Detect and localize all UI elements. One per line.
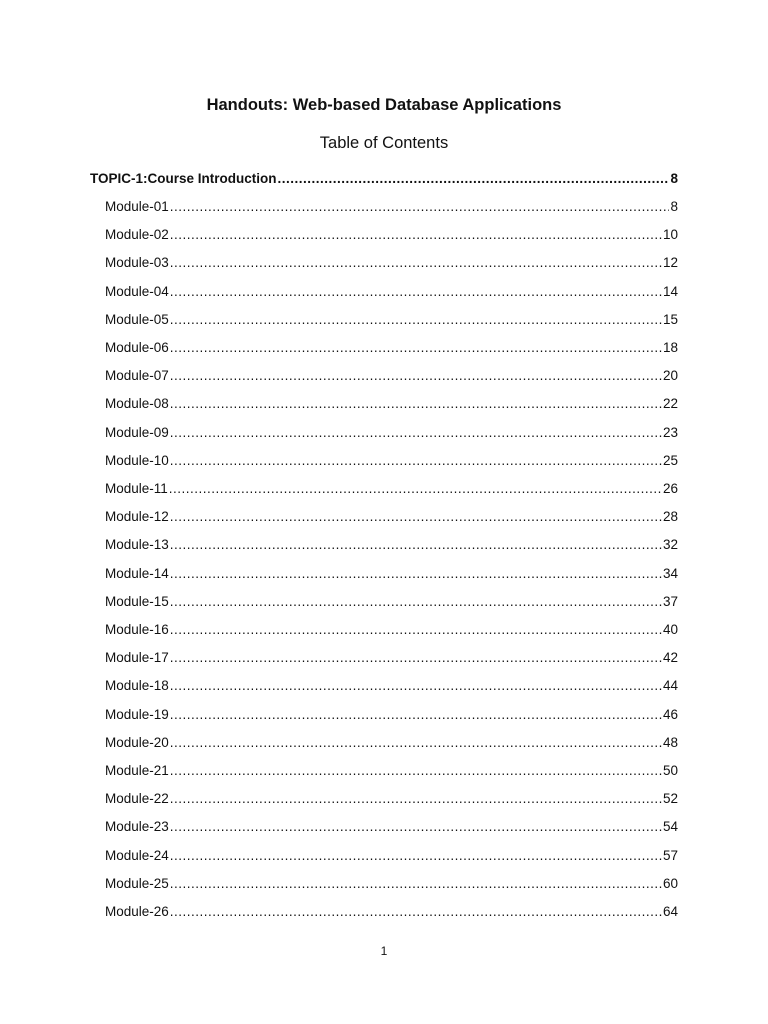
toc-module-page: 46: [662, 706, 678, 722]
toc-module-page: 23: [662, 424, 678, 440]
toc-dot-leader: [170, 367, 662, 385]
toc-module-entry[interactable]: [105, 593, 678, 611]
toc-module-entry[interactable]: [105, 508, 678, 526]
toc-module-label: Module-06: [105, 340, 169, 355]
toc-module-label: Module-15: [105, 593, 169, 609]
toc-module-entry[interactable]: [105, 339, 678, 357]
toc-dot-leader: [170, 254, 662, 272]
toc-module-entry[interactable]: [105, 198, 678, 216]
toc-module-label: Module-23: [105, 819, 169, 835]
toc-module-page: 12: [662, 255, 678, 271]
toc-module-entry[interactable]: [105, 762, 678, 780]
toc-dot-leader: [170, 452, 662, 470]
toc-module-entry[interactable]: [105, 254, 678, 272]
toc-topic-label: TOPIC-1:Course Introduction: [90, 171, 277, 186]
toc-module-page: 25: [662, 452, 678, 468]
toc-dot-leader: [170, 565, 662, 583]
toc-module-entry[interactable]: [105, 565, 678, 583]
toc-dot-leader: [170, 226, 662, 244]
toc-dot-leader: [170, 198, 670, 216]
toc-dot-leader: [170, 706, 662, 724]
toc-module-label: Module-02: [105, 227, 169, 243]
toc-module-entry[interactable]: [105, 367, 678, 385]
toc-module-entry[interactable]: [105, 452, 678, 470]
toc-dot-leader: [170, 903, 662, 921]
toc-module-label: Module-20: [105, 734, 169, 750]
toc-module-page: 22: [662, 396, 678, 412]
toc-module-entry[interactable]: [105, 226, 678, 244]
toc-module-entry[interactable]: [105, 677, 678, 695]
toc-dot-leader: [170, 649, 662, 667]
toc-module-page: 42: [662, 650, 678, 666]
toc-module-page: 26: [662, 481, 678, 496]
toc-module-entry[interactable]: [105, 818, 678, 836]
toc-dot-leader: [170, 818, 662, 836]
toc-module-page: 57: [662, 847, 678, 863]
toc-module-page: 50: [662, 763, 678, 778]
toc-module-entry[interactable]: [105, 903, 678, 921]
toc-module-page: 20: [662, 368, 678, 384]
toc-dot-leader: [170, 847, 662, 865]
toc-module-label: Module-18: [105, 678, 169, 694]
toc-dot-leader: [170, 762, 662, 780]
toc-dot-leader: [170, 283, 662, 301]
toc-module-entry[interactable]: [105, 875, 678, 893]
toc-module-entry[interactable]: [105, 706, 678, 724]
toc-module-label: Module-14: [105, 565, 169, 581]
toc-module-entry[interactable]: [105, 621, 678, 639]
toc-module-entry[interactable]: [105, 395, 678, 413]
toc-module-label: Module-05: [105, 311, 169, 327]
toc-dot-leader: [170, 311, 662, 329]
toc-module-entry[interactable]: [105, 847, 678, 865]
toc-module-page: 40: [662, 622, 678, 637]
toc-module-label: Module-03: [105, 255, 169, 271]
toc-topic-entry[interactable]: [90, 170, 678, 188]
toc-module-entry[interactable]: [105, 311, 678, 329]
document-title: Handouts: Web-based Database Applications: [206, 96, 562, 114]
toc-module-page: 60: [662, 875, 678, 891]
toc-module-label: Module-10: [105, 452, 169, 468]
toc-module-label: Module-24: [105, 847, 169, 863]
toc-heading: Table of Contents: [319, 134, 449, 152]
toc-module-page: 15: [662, 311, 678, 327]
toc-module-label: Module-26: [105, 904, 169, 919]
toc-module-entry[interactable]: [105, 480, 678, 498]
toc-module-page: 8: [670, 199, 678, 214]
toc-dot-leader: [170, 677, 662, 695]
toc-module-page: 32: [662, 537, 678, 553]
toc-dot-leader: [170, 508, 662, 526]
toc-dot-leader: [278, 170, 670, 188]
toc-dot-leader: [170, 790, 662, 808]
toc-module-label: Module-01: [105, 199, 169, 214]
toc-dot-leader: [170, 395, 662, 413]
toc-module-label: Module-13: [105, 537, 169, 553]
toc-module-label: Module-07: [105, 368, 169, 384]
toc-dot-leader: [170, 734, 662, 752]
toc-module-entry[interactable]: [105, 734, 678, 752]
toc-module-page: 52: [662, 791, 678, 807]
toc-module-entry[interactable]: [105, 649, 678, 667]
toc-dot-leader: [170, 875, 662, 893]
toc-module-page: 28: [662, 509, 678, 525]
toc-dot-leader: [169, 480, 662, 498]
toc-module-entry[interactable]: [105, 424, 678, 442]
toc-module-label: Module-21: [105, 763, 169, 778]
toc-dot-leader: [170, 536, 662, 554]
toc-module-page: 64: [662, 904, 678, 919]
toc-module-entry[interactable]: [105, 283, 678, 301]
toc-module-page: 54: [662, 819, 678, 835]
toc-module-page: 18: [662, 340, 678, 355]
toc-dot-leader: [170, 621, 662, 639]
toc-module-page: 14: [662, 283, 678, 299]
toc-module-label: Module-19: [105, 706, 169, 722]
toc-module-page: 44: [662, 678, 678, 694]
toc-dot-leader: [170, 424, 662, 442]
toc-module-page: 48: [662, 734, 678, 750]
toc-module-label: Module-17: [105, 650, 169, 666]
toc-module-page: 34: [662, 565, 678, 581]
toc-module-page: 10: [662, 227, 678, 243]
toc-dot-leader: [170, 339, 662, 357]
toc-module-entry[interactable]: [105, 790, 678, 808]
toc-module-label: Module-22: [105, 791, 169, 807]
toc-module-label: Module-16: [105, 622, 169, 637]
page-number: 1: [380, 944, 388, 958]
toc-module-label: Module-25: [105, 875, 169, 891]
toc-module-label: Module-11: [105, 481, 168, 496]
toc-topic-page: 8: [670, 171, 678, 186]
toc-module-label: Module-04: [105, 283, 169, 299]
toc-module-entry[interactable]: [105, 536, 678, 554]
toc-module-page: 37: [662, 593, 678, 609]
toc-module-label: Module-08: [105, 396, 169, 412]
toc-dot-leader: [170, 593, 662, 611]
toc-module-label: Module-09: [105, 424, 169, 440]
toc-module-label: Module-12: [105, 509, 169, 525]
